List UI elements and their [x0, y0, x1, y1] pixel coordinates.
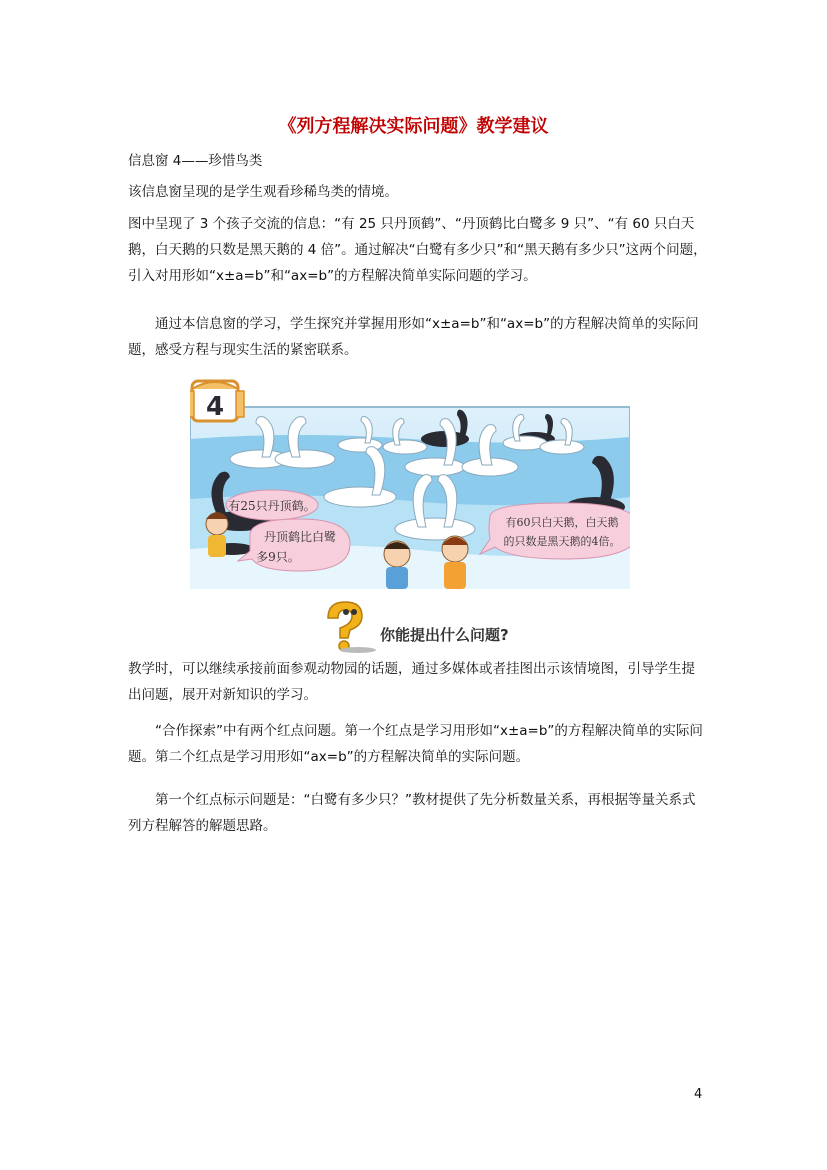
paragraph-first-point: 第一个红点标示问题是：“白鹭有多少只？”教材提供了先分析数量关系，再根据等量关系式列方程解答的解题思路。 [128, 792, 696, 834]
question-prompt [318, 600, 558, 654]
paragraph-learning-goal: 通过本信息窗的学习，学生探究并掌握用形如“x±a=b”和“ax=b”的方程解决简单的实际问题，感受方程与现实生活的紧密联系。 [128, 316, 699, 358]
question-mark-icon [318, 600, 378, 654]
bubble-swan-line1: 有60只白天鹅，白天鹅 [505, 516, 619, 529]
swan-illustration [190, 379, 630, 589]
page-number: 4 [694, 1087, 703, 1102]
bubble-crane-count: 有25只丹顶鹤。 [228, 499, 316, 513]
window-number: 4 [205, 392, 225, 422]
paragraph-teaching: 教学时，可以继续承接前面参观动物园的话题，通过多媒体或者挂图出示该情境图，引导学生提出问题，展开对新知识的学习。 [128, 661, 695, 703]
paragraph-cooperation: “合作探索”中有两个红点问题。第一个红点是学习用形如“x±a=b”的方程解决简单的实际问题。第二个红点是学习用形如“ax=b”的方程解决简单的实际问题。 [128, 723, 703, 765]
bubble-swan-line2: 的只数是黑天鹅的4倍。 [503, 535, 621, 548]
bubble-egret-line1: 丹顶鹤比白鹭 [263, 530, 337, 544]
question-text: 你能提出什么问题? [380, 626, 509, 644]
paragraph-info-window: 信息窗 4——珍惜鸟类 [128, 153, 263, 169]
document-title: 《列方程解决实际问题》教学建议 [278, 116, 549, 137]
paragraph-description: 图中呈现了 3 个孩子交流的信息：“有 25 只丹顶鹤”、“丹顶鹤比白鹭多 9 只”、“有 60 只白天鹅，白天鹅的只数是黑天鹅的 4 倍”。通过解决“白鹭有多少只”和“黑天鹅有多少只”这两个问题，引入对用形如“x±a=b”和“ax=b”的方程解决简单实际问题的学习。 [128, 216, 707, 284]
paragraph-intro: 该信息窗呈现的是学生观看珍稀鸟类的情境。 [128, 184, 398, 200]
bubble-egret-line2: 多9只。 [256, 550, 300, 564]
